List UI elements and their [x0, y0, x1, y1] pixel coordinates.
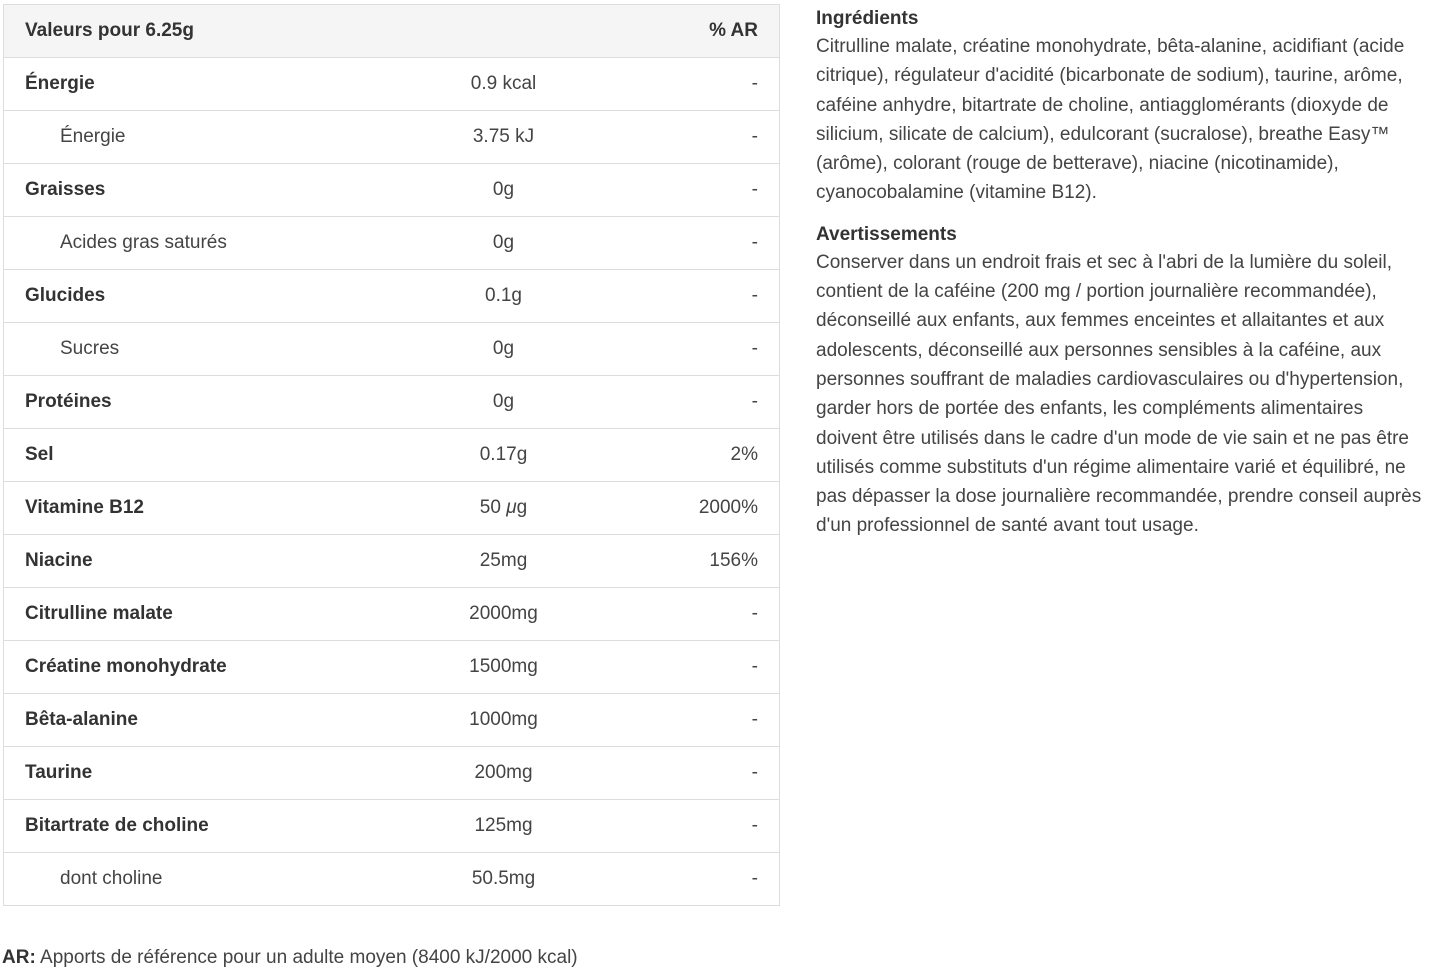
nutrient-amount: 0.17g: [394, 429, 614, 482]
table-row: [4, 747, 780, 800]
nutrition-table-header: [4, 5, 780, 58]
nutrient-name: Créatine monohydrate: [4, 641, 394, 694]
nutrient-name: Citrulline malate: [4, 588, 394, 641]
nutrient-amount: 0g: [394, 217, 614, 270]
nutrient-name: Énergie: [4, 111, 394, 164]
table-row: [4, 270, 780, 323]
ingredients-section: [816, 6, 1428, 208]
nutrient-amount: 0g: [394, 376, 614, 429]
nutrient-ar-percent: 2000%: [614, 482, 780, 535]
product-info-panel: [816, 6, 1428, 541]
nutrient-ar-percent: -: [614, 747, 780, 800]
nutrient-ar-percent: -: [614, 588, 780, 641]
nutrient-name: Sel: [4, 429, 394, 482]
nutrition-table: [3, 4, 780, 906]
nutrient-amount: 0.9 kcal: [394, 58, 614, 111]
nutrient-ar-percent: 2%: [614, 429, 780, 482]
nutrient-amount: 0g: [394, 164, 614, 217]
nutrient-amount: 50.5mg: [394, 853, 614, 906]
nutrition-table-body: [4, 58, 780, 906]
nutrient-ar-percent: -: [614, 694, 780, 747]
table-row: [4, 217, 780, 270]
nutrient-amount: 200mg: [394, 747, 614, 800]
nutrient-amount: 50 μg: [394, 482, 614, 535]
nutrient-name: Énergie: [4, 58, 394, 111]
header-serving-label: Valeurs pour 6.25g: [4, 5, 614, 58]
table-row: [4, 535, 780, 588]
nutrient-amount: 3.75 kJ: [394, 111, 614, 164]
nutrient-name: Vitamine B12: [4, 482, 394, 535]
nutrient-ar-percent: -: [614, 376, 780, 429]
table-row: [4, 641, 780, 694]
nutrient-ar-percent: -: [614, 853, 780, 906]
nutrient-name: Glucides: [4, 270, 394, 323]
table-row: [4, 429, 780, 482]
table-row: [4, 58, 780, 111]
nutrient-amount: 0.1g: [394, 270, 614, 323]
nutrient-name: Acides gras saturés: [4, 217, 394, 270]
nutrient-amount: 125mg: [394, 800, 614, 853]
warnings-text: Conserver dans un endroit frais et sec à l'abri de la lumière du soleil, contient de la caféine (200 mg / portion journalière recommandée), déconseillé aux enfants, aux femmes enceintes et allaitantes et aux adolescents, déconseillé aux personnes sensibles à la caféine, aux personnes souffrant de maladies cardiovasculaires ou d'hypertension, garder hors de portée des enfants, les compléments alimentaires doivent être utilisés dans le cadre d'un mode de vie sain et ne pas être utilisés comme substituts d'un régime alimentaire varié et équilibré, ne pas dépasser la dose journalière recommandée, prendre conseil auprès d'un professionnel de santé avant tout usage.: [816, 251, 1422, 537]
nutrient-amount: 1500mg: [394, 641, 614, 694]
warnings-title: Avertissements: [816, 223, 957, 245]
table-row: [4, 482, 780, 535]
nutrient-ar-percent: -: [614, 164, 780, 217]
micro-symbol: μ: [506, 497, 517, 518]
nutrient-ar-percent: -: [614, 58, 780, 111]
nutrient-name: Graisses: [4, 164, 394, 217]
header-ar-label: % AR: [614, 5, 780, 58]
nutrient-ar-percent: -: [614, 800, 780, 853]
table-row: [4, 588, 780, 641]
table-row: [4, 694, 780, 747]
nutrient-name: Taurine: [4, 747, 394, 800]
nutrient-ar-percent: -: [614, 641, 780, 694]
ar-footnote: [2, 947, 578, 969]
nutrient-ar-percent: -: [614, 111, 780, 164]
nutrient-amount: 25mg: [394, 535, 614, 588]
nutrient-name: Niacine: [4, 535, 394, 588]
nutrient-amount: 2000mg: [394, 588, 614, 641]
table-row: [4, 853, 780, 906]
nutrient-ar-percent: -: [614, 323, 780, 376]
ar-footnote-label: AR:: [2, 947, 36, 968]
nutrient-name: Bêta-alanine: [4, 694, 394, 747]
nutrient-name: dont choline: [4, 853, 394, 906]
nutrient-ar-percent: 156%: [614, 535, 780, 588]
ingredients-title: Ingrédients: [816, 8, 919, 29]
nutrient-ar-percent: -: [614, 270, 780, 323]
table-row: [4, 164, 780, 217]
ar-footnote-text: Apports de référence pour un adulte moyen (8400 kJ/2000 kcal): [40, 947, 578, 968]
table-row: [4, 376, 780, 429]
nutrient-name: Bitartrate de choline: [4, 800, 394, 853]
table-row: [4, 800, 780, 853]
nutrient-amount: 0g: [394, 323, 614, 376]
nutrient-ar-percent: -: [614, 217, 780, 270]
table-row: [4, 323, 780, 376]
ingredients-text: Citrulline malate, créatine monohydrate, bêta-alanine, acidifiant (acide citrique), régulateur d'acidité (bicarbonate de sodium), taurine, arôme, caféine anhydre, bitartrate de choline, antiagglomérants (dioxyde de silicium, silicate de calcium), edulcorant (sucralose), breathe Easy™ (arôme), colorant (rouge de betterave), niacine (nicotinamide), cyanocobalamine (vitamine B12).: [816, 36, 1405, 204]
nutrient-name: Protéines: [4, 376, 394, 429]
table-row: [4, 111, 780, 164]
nutrient-name: Sucres: [4, 323, 394, 376]
warnings-section: [816, 222, 1428, 541]
nutrient-amount: 1000mg: [394, 694, 614, 747]
